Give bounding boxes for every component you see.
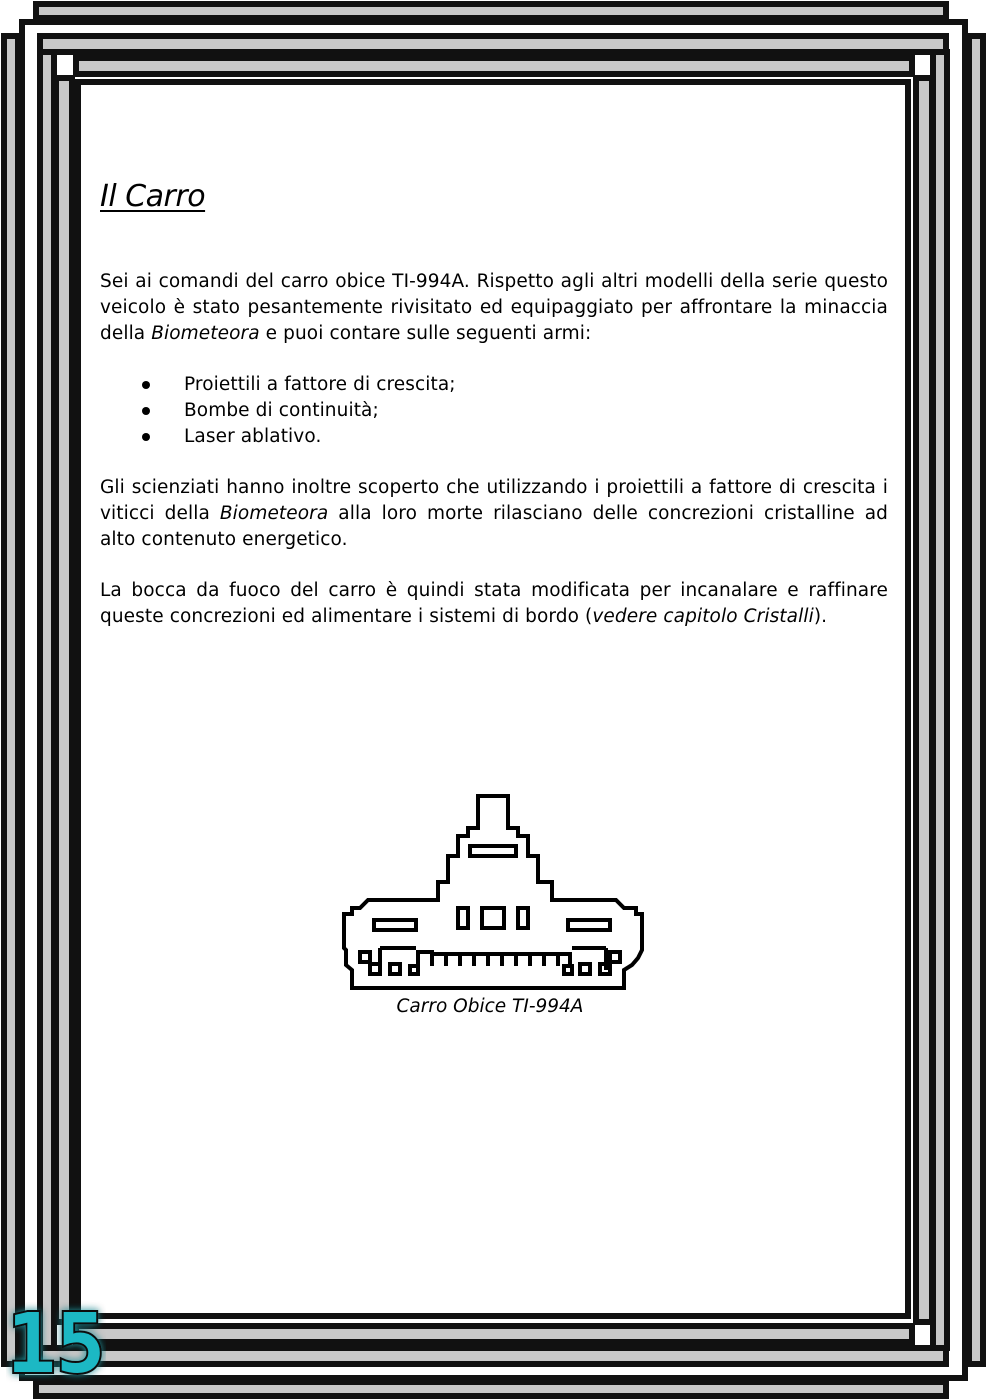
bullet-icon <box>142 381 150 389</box>
tank-icon <box>340 790 650 1000</box>
bullet-icon <box>142 407 150 415</box>
cannon-paragraph: La bocca da fuoco del carro è quindi stata modificata per incanalare e raffinare queste concrezioni ed alimentare i sistemi di bordo (vedere capitolo Cristalli). <box>100 580 888 627</box>
list-item: Proiettili a fattore di crescita; <box>100 372 888 398</box>
page-content <box>100 175 888 630</box>
figure-caption: Carro Obice TI-994A <box>396 996 584 1017</box>
scientists-paragraph: Gli scienziati hanno inoltre scoperto che utilizzando i proiettili a fattore di crescita i viticci della Biometeora alla loro morte rilasciano delle concrezioni cristalline ad alto contenuto energetico. <box>100 477 888 550</box>
list-item: Bombe di continuità; <box>100 398 888 424</box>
page-number: 15 <box>6 1298 106 1388</box>
intro-paragraph: Sei ai comandi del carro obice TI-994A. Rispetto agli altri modelli della serie questo veicolo è stato pesantemente rivisitato ed equipaggiato per affrontare la minaccia della Biometeora e puoi contare sulle seguenti armi: <box>100 271 888 344</box>
weapons-list <box>100 372 888 450</box>
page-title: Il Carro <box>100 179 206 214</box>
page-number-badge <box>6 1298 106 1388</box>
bullet-icon <box>142 433 150 441</box>
list-item: Laser ablativo. <box>100 424 888 450</box>
